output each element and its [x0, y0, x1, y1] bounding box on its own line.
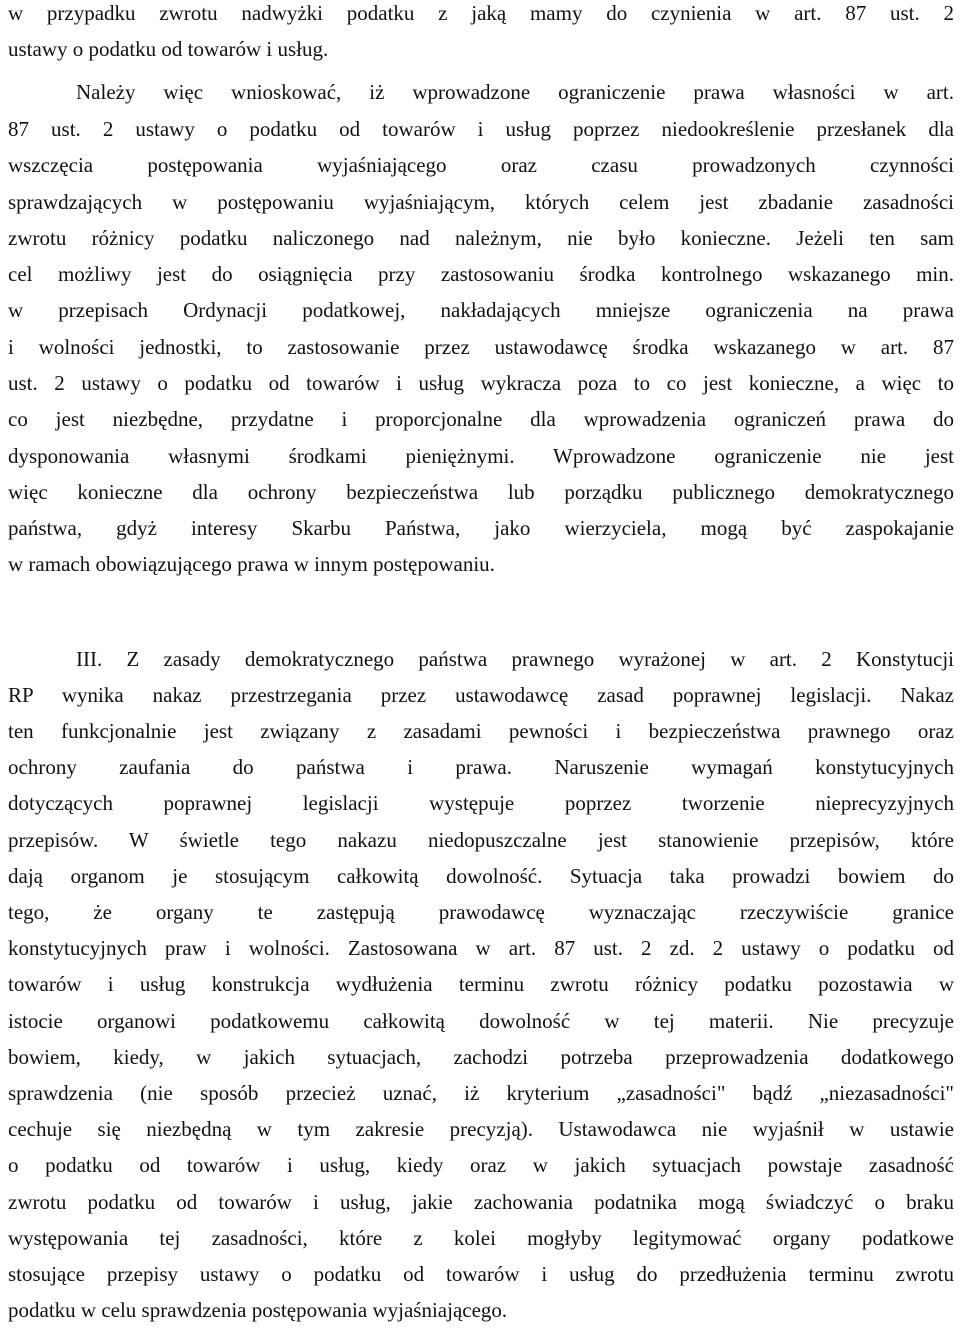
text-line: dotyczących poprawnej legislacji występuje poprzez tworzenie nieprecyzyjnych [8, 791, 954, 815]
text-line: bowiem, kiedy, w jakich sytuacjach, zachodzi potrzeba przeprowadzenia dodatkowego [8, 1045, 954, 1069]
text-line: ochrony zaufania do państwa i prawa. Naruszenie wymagań konstytucyjnych [8, 755, 954, 779]
text-line: sprawdzających w postępowaniu wyjaśniającym, których celem jest zbadanie zasadności [8, 190, 954, 214]
text-line: konstytucyjnych praw i wolności. Zastosowana w art. 87 ust. 2 zd. 2 ustawy o podatku od [8, 936, 954, 960]
text-line: ust. 2 ustawy o podatku od towarów i usług wykracza poza to co jest konieczne, a więc to [8, 371, 954, 395]
text-line: w przypadku zwrotu nadwyżki podatku z jaką mamy do czynienia w art. 87 ust. 2 [8, 1, 954, 25]
text-line: i wolności jednostki, to zastosowanie przez ustawodawcę środka wskazanego w art. 87 [8, 335, 954, 359]
text-line: Należy więc wnioskować, iż wprowadzone ograniczenie prawa własności w art. [76, 80, 954, 104]
text-line: dysponowania własnymi środkami pieniężnymi. Wprowadzone ograniczenie nie jest [8, 444, 954, 468]
text-line: podatku w celu sprawdzenia postępowania wyjaśniającego. [8, 1298, 508, 1322]
text-line: zwrotu różnicy podatku naliczonego nad należnym, nie było konieczne. Jeżeli ten sam [8, 226, 954, 250]
section-heading-line: III. Z zasady demokratycznego państwa prawnego wyrażonej w art. 2 Konstytucji [76, 647, 954, 671]
text-line: w ramach obowiązującego prawa w innym postępowaniu. [8, 552, 495, 576]
text-line: ustawy o podatku od towarów i usług. [8, 37, 329, 61]
text-line: towarów i usług konstrukcja wydłużenia terminu zwrotu różnicy podatku pozostawia w [8, 972, 954, 996]
text-line: sprawdzenia (nie sposób przecież uznać, iż kryterium „zasadności" bądź „niezasadności" [8, 1081, 954, 1105]
text-line: dają organom je stosującym całkowitą dowolność. Sytuacja taka prowadzi bowiem do [8, 864, 954, 888]
text-line: cechuje się niezbędną w tym zakresie precyzją). Ustawodawca nie wyjaśnił w ustawie [8, 1117, 954, 1141]
text-line: w przepisach Ordynacji podatkowej, nakładających mniejsze ograniczenia na prawa [8, 298, 954, 322]
text-line: RP wynika nakaz przestrzegania przez ustawodawcę zasad poprawnej legislacji. Nakaz [8, 683, 954, 707]
text-line: stosujące przepisy ustawy o podatku od towarów i usług do przedłużenia terminu zwrotu [8, 1262, 954, 1286]
text-line: istocie organowi podatkowemu całkowitą dowolność w tej materii. Nie precyzuje [8, 1009, 954, 1033]
text-line: zwrotu podatku od towarów i usług, jakie zachowania podatnika mogą świadczyć o braku [8, 1190, 954, 1214]
text-line: 87 ust. 2 ustawy o podatku od towarów i usług poprzez niedookreślenie przesłanek dla [8, 117, 954, 141]
text-line: wszczęcia postępowania wyjaśniającego oraz czasu prowadzonych czynności [8, 153, 954, 177]
text-line: tego, że organy te zastępują prawodawcę wyznaczając rzeczywiście granice [8, 900, 954, 924]
text-line: co jest niezbędne, przydatne i proporcjonalne dla wprowadzenia ograniczeń prawa do [8, 407, 954, 431]
text-line: przepisów. W świetle tego nakazu niedopuszczalne jest stanowienie przepisów, które [8, 828, 954, 852]
text-line: cel możliwy jest do osiągnięcia przy zastosowaniu środka kontrolnego wskazanego min. [8, 262, 954, 286]
text-line: państwa, gdyż interesy Skarbu Państwa, jako wierzyciela, mogą być zaspokajanie [8, 516, 954, 540]
text-line: ten funkcjonalnie jest związany z zasadami pewności i bezpieczeństwa prawnego oraz [8, 719, 954, 743]
text-line: występowania tej zasadności, które z kolei mogłyby legitymować organy podatkowe [8, 1226, 954, 1250]
text-line: o podatku od towarów i usług, kiedy oraz w jakich sytuacjach powstaje zasadność [8, 1153, 954, 1177]
text-line: więc konieczne dla ochrony bezpieczeństwa lub porządku publicznego demokratycznego [8, 480, 954, 504]
